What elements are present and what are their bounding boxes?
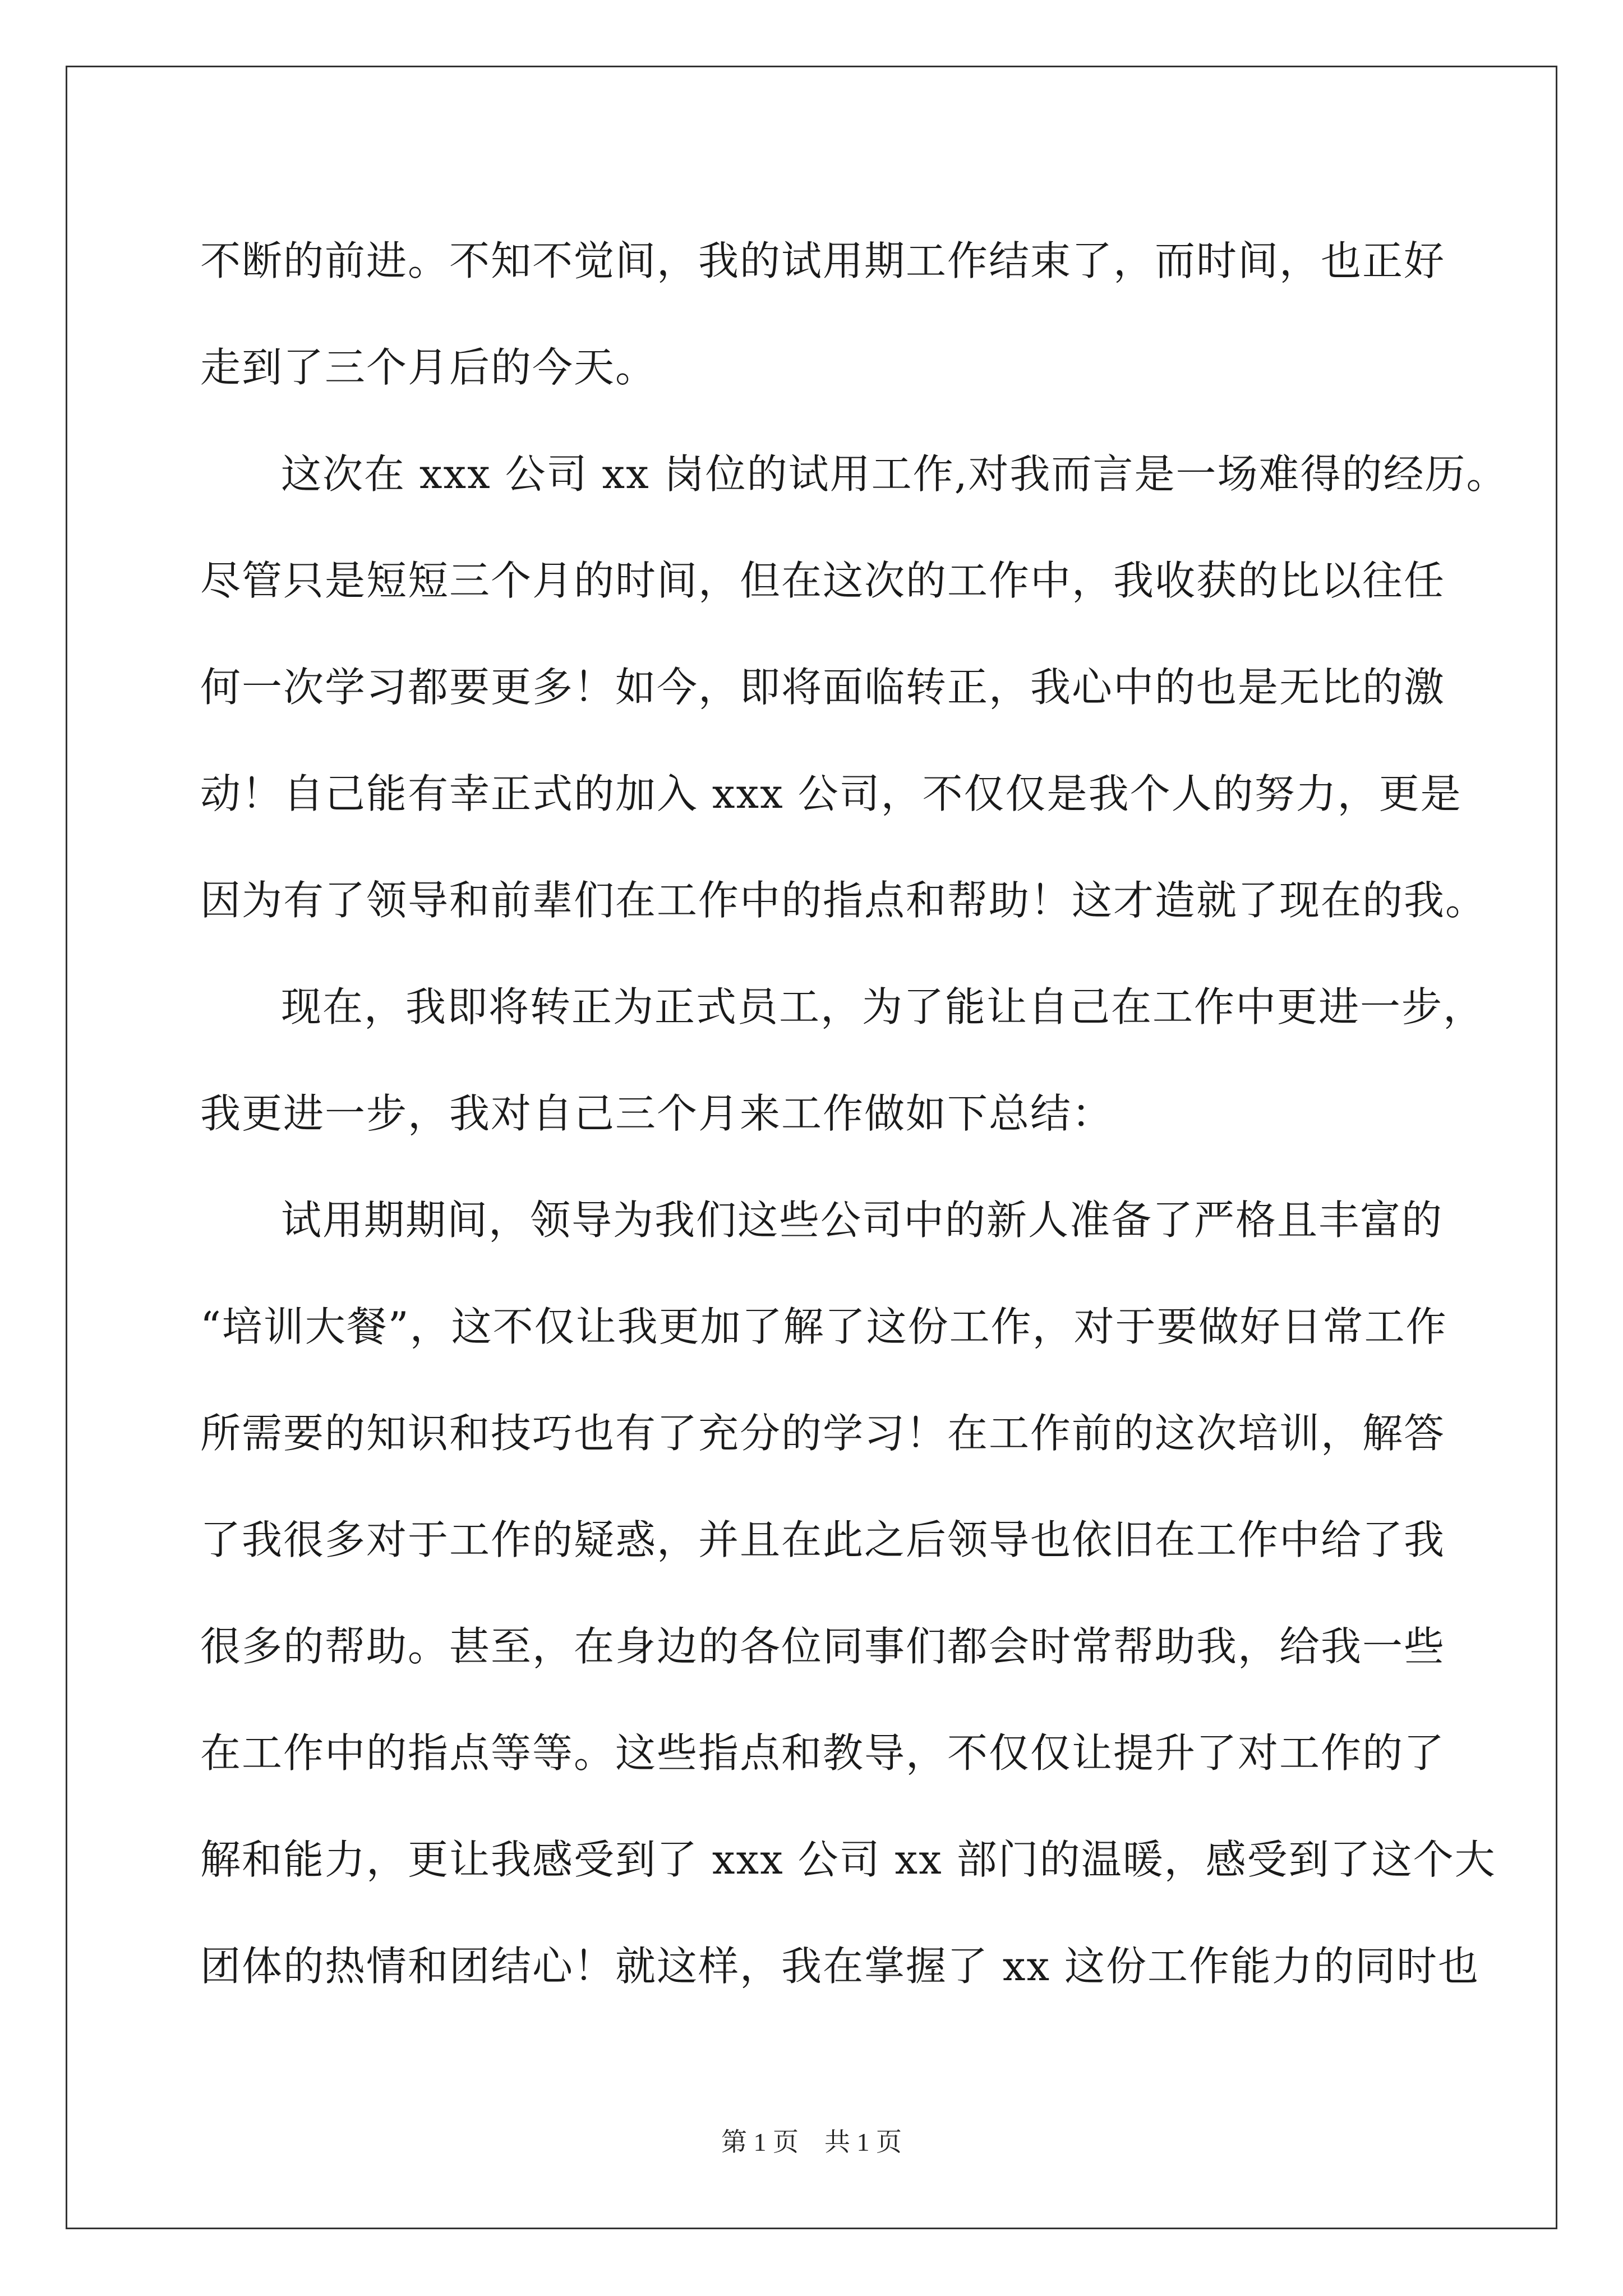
text-line: 不断的前进。不知不觉间，我的试用期工作结束了，而时间，也正好: [200, 237, 1446, 284]
document-body: [200, 208, 1508, 2019]
text-line: “培训大餐”，这不仅让我更加了解了这份工作，对于要做好日常工作: [200, 1303, 1447, 1350]
text-line: 很多的帮助。甚至，在身边的各位同事们都会时常帮助我，给我一些: [200, 1623, 1446, 1670]
text-line: 我更进一步，我对自己三个月来工作做如下总结：: [200, 1090, 1114, 1137]
text-line: 试用期期间，领导为我们这些公司中的新人准备了严格且丰富的: [281, 1197, 1444, 1244]
text-line: 所需要的知识和技巧也有了充分的学习！在工作前的这次培训，解答: [200, 1410, 1446, 1457]
text-line: 动！自己能有幸正式的加入 xxx 公司，不仅仅是我个人的努力，更是: [200, 770, 1462, 817]
text-line: 这次在 xxx 公司 xx 岗位的试用工作,对我而言是一场难得的经历。: [281, 450, 1508, 498]
text-line: 因为有了领导和前辈们在工作中的指点和帮助！这才造就了现在的我。: [200, 877, 1487, 924]
text-line: 团体的热情和团结心！就这样，我在掌握了 xx 这份工作能力的同时也: [200, 1943, 1479, 1990]
text-line: 在工作中的指点等等。这些指点和教导，不仅仅让提升了对工作的了: [200, 1729, 1446, 1777]
text-line: 解和能力，更让我感受到了 xxx 公司 xx 部门的温暖，感受到了这个大: [200, 1836, 1496, 1883]
text-line: 尽管只是短短三个月的时间，但在这次的工作中，我收获的比以往任: [200, 557, 1446, 604]
text-line: 现在，我即将转正为正式员工，为了能让自己在工作中更进一步，: [281, 983, 1485, 1030]
text-line: 何一次学习都要更多！如今，即将面临转正，我心中的也是无比的激: [200, 664, 1446, 711]
page-footer: 第 1 页 共 1 页: [721, 2128, 902, 2156]
text-line: 走到了三个月后的今天。: [200, 344, 657, 391]
text-line: 了我很多对于工作的疑惑，并且在此之后领导也依旧在工作中给了我: [200, 1516, 1446, 1563]
